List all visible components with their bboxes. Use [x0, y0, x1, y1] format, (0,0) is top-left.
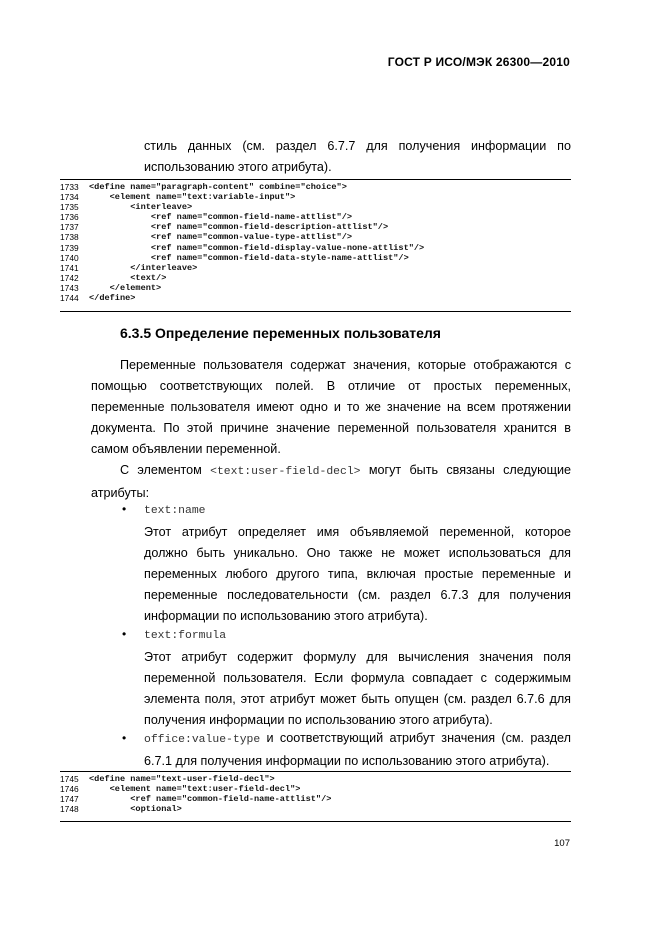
bullet-icon: •	[122, 731, 127, 745]
code-text: <ref name="common-field-display-value-none-attlist"/>	[89, 242, 425, 253]
bullet-term-formula: text:formula	[144, 630, 227, 642]
line-number: 1739	[60, 242, 79, 253]
bullet-icon: •	[122, 502, 127, 516]
line-number: 1738	[60, 232, 79, 243]
line-number: 1741	[60, 262, 79, 273]
code-text: <define name="paragraph-content" combine="choice">	[89, 182, 347, 192]
body-paragraph-1: Переменные пользователя содержат значения, которые отображаются с помощью соответствующих полей. В отличие от простых переменных, переменные пользователя имеют одно и то же значение на всем протяжении документа. По этой причине значение переменной пользователя хранится в самом объявлении переменной.	[91, 358, 571, 456]
code-line	[60, 283, 571, 293]
bullet-icon: •	[122, 627, 127, 641]
code-text: <ref name="common-field-name-attlist"/>	[89, 794, 332, 805]
code-text: </interleave>	[89, 262, 198, 273]
bullet-term-name: text:name	[144, 505, 206, 517]
code-line	[60, 202, 571, 212]
body-paragraph-2	[91, 460, 571, 504]
bullet-term-value-type: office:value-type	[144, 734, 261, 746]
line-number: 1747	[60, 794, 79, 805]
code-text: <ref name="common-field-data-style-name-attlist"/>	[89, 252, 409, 263]
line-number: 1733	[60, 182, 79, 192]
code-text: <ref name="common-field-name-attlist"/>	[89, 212, 353, 223]
code-text: <text/>	[89, 272, 167, 283]
element-code: <text:user-field-decl>	[210, 466, 361, 478]
line-number: 1736	[60, 212, 79, 223]
code-line	[60, 253, 571, 263]
code-line	[60, 232, 571, 242]
code-text: <define name="text-user-field-decl">	[89, 774, 275, 784]
bullet-value-type	[144, 728, 571, 772]
code-text: <element name="text:variable-input">	[89, 192, 296, 203]
paragraph-2-before: С элементом	[120, 463, 211, 477]
code-line	[60, 273, 571, 283]
code-line	[60, 243, 571, 253]
section-heading: 6.3.5 Определение переменных пользователя	[120, 325, 441, 341]
line-number: 1734	[60, 192, 79, 203]
code-line	[60, 222, 571, 232]
code-text: <ref name="common-field-description-attlist"/>	[89, 222, 389, 233]
line-number: 1744	[60, 293, 79, 304]
code-line	[60, 774, 571, 784]
line-number: 1735	[60, 202, 79, 213]
code-text: </define>	[89, 293, 136, 304]
code-listing-1	[60, 179, 571, 312]
paragraph-2-after: могут быть связаны следующие атрибуты:	[91, 463, 571, 500]
code-line	[60, 212, 571, 222]
line-number: 1745	[60, 774, 79, 784]
code-text: <element name="text:user-field-decl">	[89, 784, 301, 795]
code-listing-2	[60, 771, 571, 822]
code-line	[60, 192, 571, 202]
code-line	[60, 784, 571, 794]
line-number: 1740	[60, 252, 79, 263]
line-number: 1746	[60, 784, 79, 795]
code-line	[60, 182, 571, 192]
document-header: ГОСТ Р ИСО/МЭК 26300—2010	[387, 55, 570, 69]
code-line	[60, 293, 571, 303]
code-text: <optional>	[89, 804, 182, 815]
line-number: 1743	[60, 282, 79, 293]
line-number: 1748	[60, 804, 79, 815]
code-line	[60, 804, 571, 814]
bullet-desc-formula: Этот атрибут содержит формулу для вычисления значения поля переменной пользователя. Если формула совпадает с содержимым элемента поля, этот атрибут может быть опущен (см. раздел 6.7.6 для получения информации по использованию этого атрибута).	[144, 650, 571, 727]
code-text: <interleave>	[89, 202, 193, 213]
bullet-desc-name: Этот атрибут определяет имя объявляемой переменной, которое должно быть уникально. Оно также не может использоваться для переменных любого другого типа, включая простые переменные и переменные последовательности (см. раздел 6.7.3 для получения информации по использованию этого атрибута).	[144, 525, 571, 623]
page-number: 107	[554, 838, 570, 849]
code-line	[60, 263, 571, 273]
intro-paragraph: стиль данных (см. раздел 6.7.7 для получения информации по использованию этого атрибута).	[144, 139, 571, 174]
code-text: <ref name="common-value-type-attlist"/>	[89, 232, 353, 243]
code-line	[60, 794, 571, 804]
code-text: </element>	[89, 282, 162, 293]
line-number: 1742	[60, 272, 79, 283]
bullet-desc-value-type: и соответствующий атрибут значения (см. раздел 6.7.1 для получения информации по использованию этого атрибута).	[144, 731, 571, 768]
line-number: 1737	[60, 222, 79, 233]
